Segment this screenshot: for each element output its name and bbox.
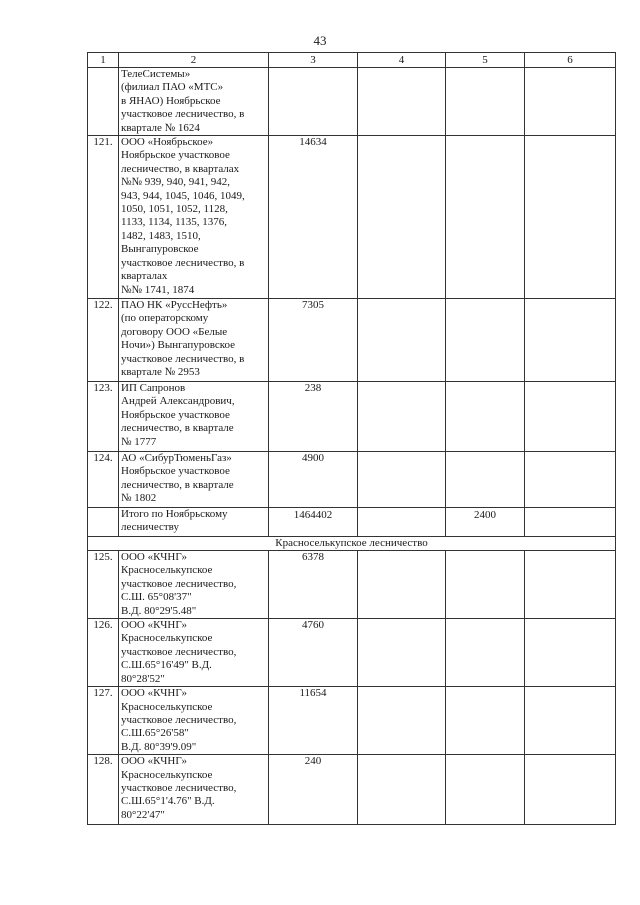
row-col5 — [446, 755, 525, 825]
row-col5 — [446, 452, 525, 508]
row-description: ООО «Ноябрьское» Ноябрьское участковое лесничество, в кварталах №№ 939, 940, 941, 942, 943, 944, 1045, 1046, 1049, 1050, 1051, 1052, 1128, 1133, 1134, 1135, 1376, 1482, 1483, 1510, Вынгапуровское участковое лесничество, в кварталах №№ 1741, 1874 — [119, 136, 269, 299]
total-row — [88, 508, 616, 537]
row-col3: 240 — [269, 755, 358, 825]
row-number: 127. — [88, 687, 119, 755]
row-description: АО «СибурТюменьГаз» Ноябрьское участковое лесничество, в квартале № 1802 — [119, 452, 269, 508]
row-col3: 11654 — [269, 687, 358, 755]
table-row — [88, 755, 616, 825]
row-number: 122. — [88, 299, 119, 382]
section-title: Красноселькупское лесничество — [88, 537, 616, 551]
row-col5 — [446, 382, 525, 452]
row-description: ООО «КЧНГ» Красноселькупское участковое лесничество, С.Ш. 65°08'37" В.Д. 80°29'5.48" — [119, 551, 269, 619]
row-col6 — [525, 136, 616, 299]
header-cell-3: 3 — [269, 53, 358, 68]
row-col6 — [525, 551, 616, 619]
row-col4 — [358, 755, 446, 825]
page-number: 43 — [313, 33, 327, 48]
row-description: ООО «КЧНГ» Красноселькупское участковое лесничество, С.Ш.65°1'4.76" В.Д. 80°22'47" — [119, 755, 269, 825]
row-col6 — [525, 68, 616, 136]
row-col6 — [525, 382, 616, 452]
row-number: 121. — [88, 136, 119, 299]
row-description: ПАО НК «РуссНефть» (по операторскому договору ООО «Белые Ночи») Вынгапуровское участковое лесничество, в квартале № 2953 — [119, 299, 269, 382]
row-col3: 4760 — [269, 619, 358, 687]
row-number — [88, 68, 119, 136]
row-col3: 6378 — [269, 551, 358, 619]
row-col4 — [358, 382, 446, 452]
table-row — [88, 551, 616, 619]
total-col3: 1464402 — [269, 508, 358, 537]
row-col3: 238 — [269, 382, 358, 452]
header-row — [88, 53, 616, 68]
total-col5: 2400 — [446, 508, 525, 537]
row-col5 — [446, 299, 525, 382]
row-col4 — [358, 68, 446, 136]
row-number: 123. — [88, 382, 119, 452]
table-row — [88, 68, 616, 136]
row-col6 — [525, 452, 616, 508]
table-row — [88, 619, 616, 687]
row-col5 — [446, 687, 525, 755]
row-description: ИП Сапронов Андрей Александрович, Ноябрьское участковое лесничество, в квартале № 1777 — [119, 382, 269, 452]
header-cell-2: 2 — [119, 53, 269, 68]
table-row — [88, 136, 616, 299]
row-col6 — [525, 299, 616, 382]
row-col4 — [358, 551, 446, 619]
header-cell-5: 5 — [446, 53, 525, 68]
header-cell-6: 6 — [525, 53, 616, 68]
row-number: 126. — [88, 619, 119, 687]
row-number: 124. — [88, 452, 119, 508]
row-col4 — [358, 687, 446, 755]
table-row — [88, 687, 616, 755]
forestry-table — [87, 52, 616, 825]
table-row — [88, 452, 616, 508]
row-col5 — [446, 619, 525, 687]
row-description: ООО «КЧНГ» Красноселькупское участковое лесничество, С.Ш.65°16'49" В.Д. 80°28'52" — [119, 619, 269, 687]
row-col6 — [525, 755, 616, 825]
row-col5 — [446, 68, 525, 136]
row-col3: 7305 — [269, 299, 358, 382]
row-col5 — [446, 551, 525, 619]
section-header-row — [88, 537, 616, 551]
row-col4 — [358, 136, 446, 299]
row-col3: 4900 — [269, 452, 358, 508]
row-col4 — [358, 619, 446, 687]
header-cell-1: 1 — [88, 53, 119, 68]
row-col5 — [446, 136, 525, 299]
row-number: 128. — [88, 755, 119, 825]
row-col6 — [525, 619, 616, 687]
total-col4 — [358, 508, 446, 537]
row-col4 — [358, 299, 446, 382]
row-number: 125. — [88, 551, 119, 619]
row-col6 — [525, 687, 616, 755]
table-row — [88, 299, 616, 382]
table-row — [88, 382, 616, 452]
total-col6 — [525, 508, 616, 537]
row-col3 — [269, 68, 358, 136]
row-col3: 14634 — [269, 136, 358, 299]
row-col4 — [358, 452, 446, 508]
total-label: Итого по Ноябрьскому лесничеству — [119, 508, 269, 537]
total-number — [88, 508, 119, 537]
header-cell-4: 4 — [358, 53, 446, 68]
row-description: ТелеСистемы» (филиал ПАО «МТС» в ЯНАО) Ноябрьское участковое лесничество, в квартале № 1624 — [119, 68, 269, 136]
row-description: ООО «КЧНГ» Красноселькупское участковое лесничество, С.Ш.65°26'58" В.Д. 80°39'9.09" — [119, 687, 269, 755]
